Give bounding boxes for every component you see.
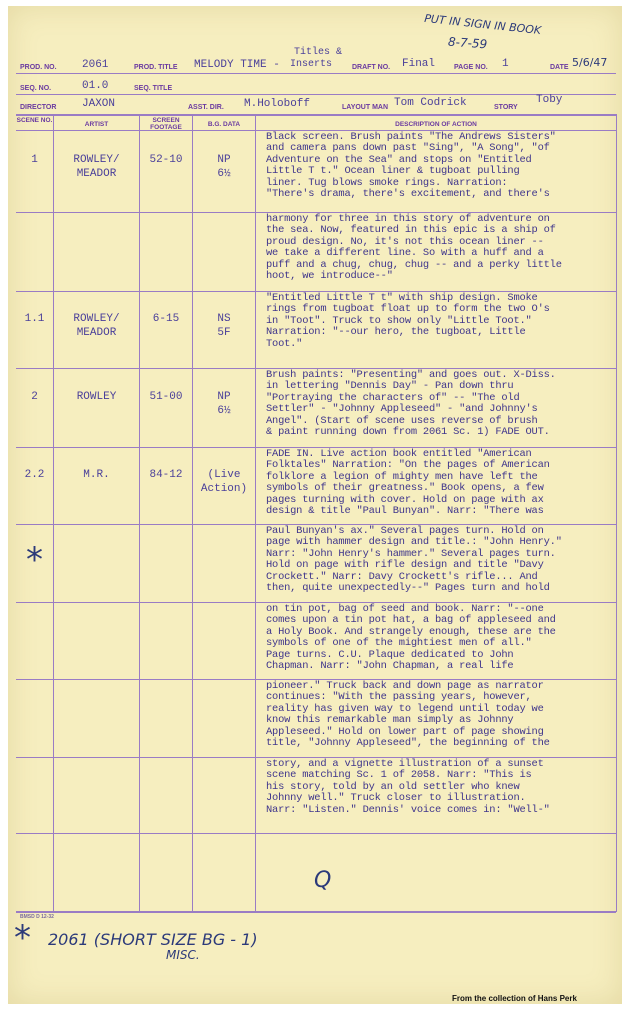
action-description: FADE IN. Live action book entitled "American Folktales" Narration: "On the pages of American folklore a legion of mighty men have left the symbols of their greatness." Book opens, a few pages turning with cover. Hold on page with ax design & title "Paul Bunyan". Narr: "There was (266, 448, 550, 518)
director-value: JAXON (82, 98, 116, 110)
collection-credit: From the collection of Hans Perk (452, 994, 577, 1003)
action-description: on tin pot, bag of seed and book. Narr: "--one comes upon a tin pot hat, a bag of appleseed and a Holy Book. And strangely enough, these are the symbols of one of the mightiest men of all." Page turns. C.U. Plaque dedicated to John Chapman. Narr: "John Chapman, a real life (266, 603, 556, 673)
action-description: harmony for three in this story of adventure on the sea. Now, featured in this epic is a ship of proud design. No, it's not this ocean liner -- we take a different line. So with a huff and a puff and a chug, chug, chug -- and a perky little hoot, we introduce--" (266, 213, 562, 283)
page-no-value: 1 (502, 58, 509, 70)
asterisk-mark: * (14, 918, 31, 958)
layout-man-label: LAYOUT MAN (342, 104, 389, 111)
action-description: "Entitled Little T t" with ship design. Smoke rings from tugboat float up to form the two O's in "Toot". Truck to show only "Little Toot." Narration: "--our hero, the tugboat, Little Toot." (266, 292, 550, 350)
action-description: Paul Bunyan's ax." Several pages turn. Hold on page with hammer design and title.: "John Henry." Narr: "John Henry's hammer." Several pages turn. Hold on page with rifle design and title "Davy Crockett." Narr: Davy Crockett's rifle... And then, quite unexpectedly--" Pages turn and hold (266, 525, 562, 595)
bottom-note-line1: 2061 (SHORT SIZE BG - 1) (48, 930, 258, 949)
prod-no-label: PROD. NO. (20, 64, 57, 71)
draft-no-label: DRAFT NO. (352, 64, 391, 71)
col-header-action: DESCRIPTION OF ACTION (395, 121, 477, 128)
titles-line1: Titles & (294, 47, 343, 58)
titles-line2: Inserts (290, 59, 333, 70)
prod-title-value: MELODY TIME - (194, 59, 280, 71)
action-description: Black screen. Brush paints "The Andrews Sisters" and camera pans down past "Sing", "A Song", "of Adventure on the Sea" and stops on "Entitled Little T t." Ocean liner & tugboat pulling liner. Tug blows smoke rings. Narration: "There's drama, there's excitement, and there's (266, 131, 556, 201)
story-label: STORY (494, 104, 518, 111)
form-code: BMSD D 12-32 (20, 914, 54, 920)
col-header-bg: B.G. DATA (207, 121, 241, 128)
scene-number: * (26, 540, 43, 580)
screen-footage: 84-12 (149, 468, 183, 481)
action-description: Brush paints: "Presenting" and goes out. X-Diss. in lettering "Dennis Day" - Pan down thru "Portraying the characters of" -- "The old Settler" - "Johnny Appleseed" - "and Johnny's Angel". (Start of scene uses reverse of brush & paint running down from 2061 Sc. 1) FADE OUT. (266, 369, 556, 439)
seq-no-label: SEQ. NO. (20, 85, 52, 92)
draft-sheet (8, 6, 622, 1004)
scene-number: 1.1 (24, 312, 45, 325)
bg-data: NS 5F (217, 312, 231, 339)
page-no-label: PAGE NO. (454, 64, 488, 71)
action-description: story, and a vignette illustration of a sunset scene matching Sc. 1 of 2058. Narr: "This is his story, told by an old settler who knew Johnny well." Truck closer to illustration. Narr: "Listen." Dennis' voice comes in: "Well-" (266, 758, 550, 816)
asst-dir-label: ASST. DIR. (188, 104, 224, 111)
col-header-footage: SCREEN FOOTAGE (150, 117, 182, 131)
scene-number: 2 (31, 390, 38, 403)
scene-number: 2.2 (24, 468, 45, 481)
prod-title-label: PROD. TITLE (134, 64, 178, 71)
artist: ROWLEY (76, 390, 117, 403)
action-description: pioneer." Truck back and down page as narrator continues: "With the passing years, however, reality has given way to legend until today we know this remarkable man simply as Johnny Appleseed." Hold on lower part of page showing title, "Johnny Appleseed", the beginning of the (266, 680, 550, 750)
bg-data: NP 6½ (217, 154, 231, 180)
screen-footage: 51-00 (149, 390, 183, 403)
seq-title-label: SEQ. TITLE (134, 85, 173, 92)
director-label: DIRECTOR (20, 104, 57, 111)
annotation-top: PUT IN SIGN IN BOOK (423, 11, 542, 38)
screen-footage: 52-10 (149, 154, 183, 166)
seq-no-value: 01.0 (82, 80, 109, 92)
date-value: 5/6/47 (572, 56, 608, 69)
scene-number: 1 (31, 154, 38, 166)
story-value: Toby (536, 94, 563, 106)
draft-no-value: Final (402, 58, 436, 70)
annotation-date: 8-7-59 (447, 34, 488, 52)
asst-dir-value: M.Holoboff (244, 98, 311, 110)
screen-footage: 6-15 (152, 312, 180, 325)
artist: ROWLEY/ MEADOR (73, 312, 120, 339)
artist: M.R. (83, 468, 110, 481)
bg-data: NP 6½ (217, 390, 231, 417)
bottom-note-line2: MISC. (166, 948, 200, 962)
artist: ROWLEY/ MEADOR (73, 154, 120, 180)
page-mark: Q (314, 868, 332, 893)
bg-data: (Live Action) (200, 468, 248, 495)
col-header-artist: ARTIST (84, 121, 109, 128)
col-header-scene: SCENE NO. (16, 117, 53, 124)
layout-man-value: Tom Codrick (394, 97, 467, 109)
prod-no-value: 2061 (82, 59, 109, 71)
date-label: DATE (550, 64, 569, 71)
